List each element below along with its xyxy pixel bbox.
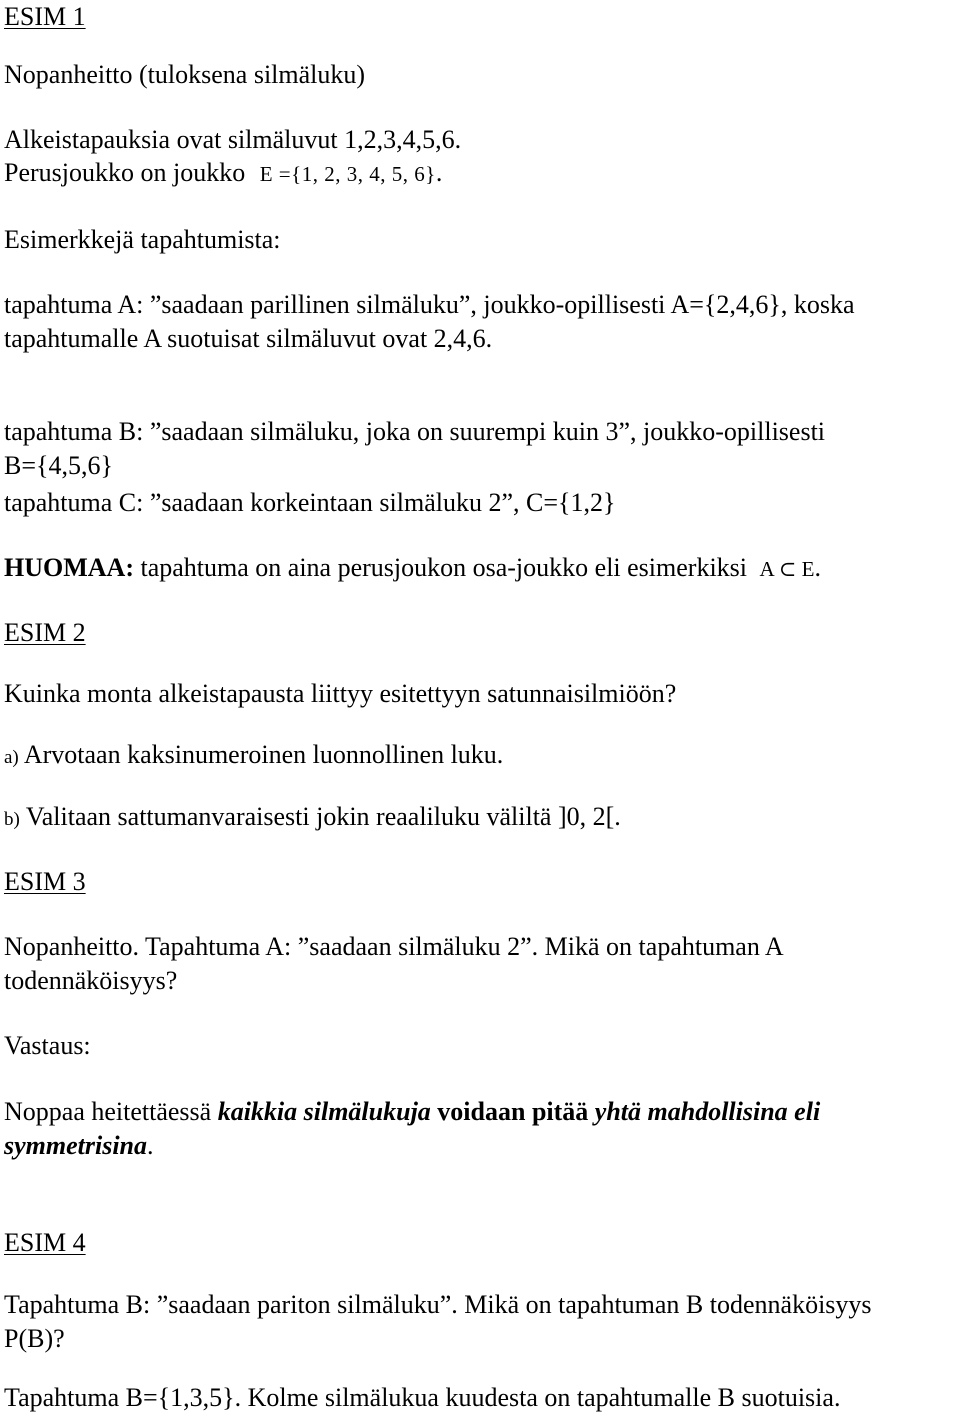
esim1-examples-intro: Esimerkkejä tapahtumista: [4, 225, 281, 254]
esim4-line3: Tapahtuma B={1,3,5}. Kolme silmälukua kuudesta on tapahtumalle B suotuisia. [4, 1383, 841, 1412]
esim2-question: Kuinka monta alkeistapausta liittyy esitettyyn satunnaisilmiöön? [4, 679, 677, 708]
perusjoukko-text: Perusjoukko on joukko [4, 158, 246, 187]
answer-part-4: yhtä mahdollisina eli [594, 1097, 821, 1126]
esim3-answer-line2 [4, 1129, 154, 1162]
answer-part-2: kaikkia silmälukuja [217, 1097, 431, 1126]
esim3-answer-line1 [4, 1095, 820, 1128]
esim1-perusjoukko [4, 156, 442, 191]
esim1-event-a-line2: tapahtumalle A suotuisat silmäluvut ovat 2,4,6. [4, 324, 493, 353]
esim1-intro: Nopanheitto (tuloksena silmäluku) [4, 60, 366, 89]
huomaa-end: . [814, 553, 821, 582]
huomaa-label: HUOMAA: [4, 553, 134, 582]
esim2-item-a [4, 738, 503, 774]
esim3-heading: ESIM 3 [4, 867, 86, 896]
answer-part-1: Noppaa heitettäessä [4, 1097, 218, 1126]
esim4-line1: Tapahtuma B: ”saadaan pariton silmäluku”. Mikä on tapahtuman B todennäköisyys [4, 1290, 872, 1319]
esim3-line2: todennäköisyys? [4, 966, 178, 995]
esim1-event-a-line1: tapahtuma A: ”saadaan parillinen silmäluku”, joukko-opillisesti A={2,4,6}, koska [4, 290, 855, 319]
huomaa-text: tapahtuma on aina perusjoukon osa-joukko eli esimerkiksi [133, 553, 754, 582]
esim1-heading: ESIM 1 [4, 2, 86, 31]
item-a-text: Arvotaan kaksinumeroinen luonnollinen luku. [18, 740, 504, 769]
esim1-event-b-line2: B={4,5,6} [4, 451, 113, 480]
esim1-huomaa [4, 551, 821, 586]
esim3-line1: Nopanheitto. Tapahtuma A: ”saadaan silmäluku 2”. Mikä on tapahtuman A [4, 932, 784, 961]
huomaa-formula: A ⊂ E [759, 557, 815, 581]
perusjoukko-end: . [435, 158, 443, 187]
esim1-alkeistapaukset: Alkeistapauksia ovat silmäluvut 1,2,3,4,5,6. [4, 125, 462, 154]
item-b-label: b) [4, 809, 20, 830]
item-b-text: Valitaan sattumanvaraisesti jokin reaaliluku väliltä ]0, 2[. [19, 802, 621, 831]
item-a-label: a) [4, 747, 19, 768]
esim1-event-c: tapahtuma C: ”saadaan korkeintaan silmäluku 2”, C={1,2} [4, 488, 616, 517]
answer-part-6: . [147, 1131, 154, 1160]
esim4-heading: ESIM 4 [4, 1228, 86, 1257]
esim4-line2: P(B)? [4, 1324, 65, 1353]
answer-part-5: symmetrisina [4, 1131, 148, 1160]
esim2-heading: ESIM 2 [4, 618, 86, 647]
esim2-item-b [4, 800, 621, 836]
esim1-event-b-line1: tapahtuma B: ”saadaan silmäluku, joka on suurempi kuin 3”, joukko-opillisesti [4, 417, 826, 446]
answer-part-3: voidaan pitää [430, 1097, 595, 1126]
esim3-vastaus: Vastaus: [4, 1031, 91, 1060]
perusjoukko-formula: E ={1, 2, 3, 4, 5, 6} [259, 162, 436, 186]
